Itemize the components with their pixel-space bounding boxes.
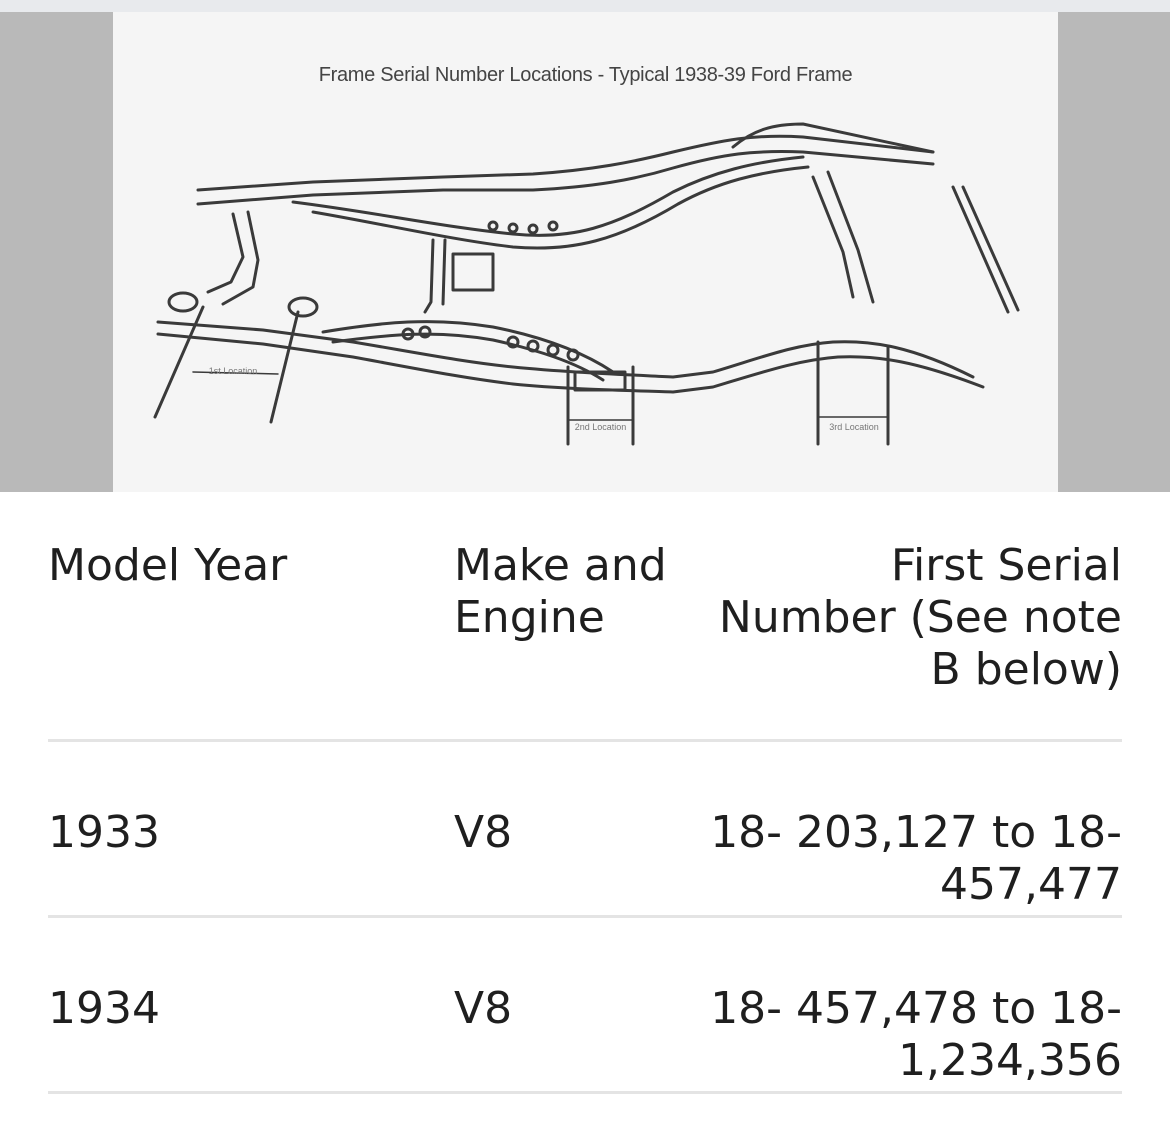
row-divider [48,1091,1122,1094]
figure-title: Frame Serial Number Locations - Typical 1938-39 Ford Frame [318,64,853,86]
header-model-year: Model Year [48,540,288,591]
location-label-1: 1st Location [208,366,258,376]
header-make-engine: Make and Engine [454,540,667,643]
top-strip [0,0,1170,12]
header-first-serial: First Serial Number (See note B below) [718,540,1122,695]
location-label-2: 2nd Location [574,422,627,432]
cell-year: 1933 [48,807,160,858]
cell-engine: V8 [454,983,513,1034]
table-row [48,918,1122,1094]
table-row [48,742,1122,918]
cell-year: 1934 [48,983,160,1034]
location-label-3: 3rd Location [829,422,879,432]
table-header-row [48,492,1122,742]
cell-engine: V8 [454,807,513,858]
image-band [0,12,1170,492]
cell-serial: 18- 457,478 to 18-1,234,356 [710,983,1122,1086]
frame-drawing [113,12,1058,492]
serial-number-table [48,492,1122,1094]
frame-diagram-image[interactable] [113,12,1058,492]
cell-serial: 18- 203,127 to 18- 457,477 [710,807,1122,910]
